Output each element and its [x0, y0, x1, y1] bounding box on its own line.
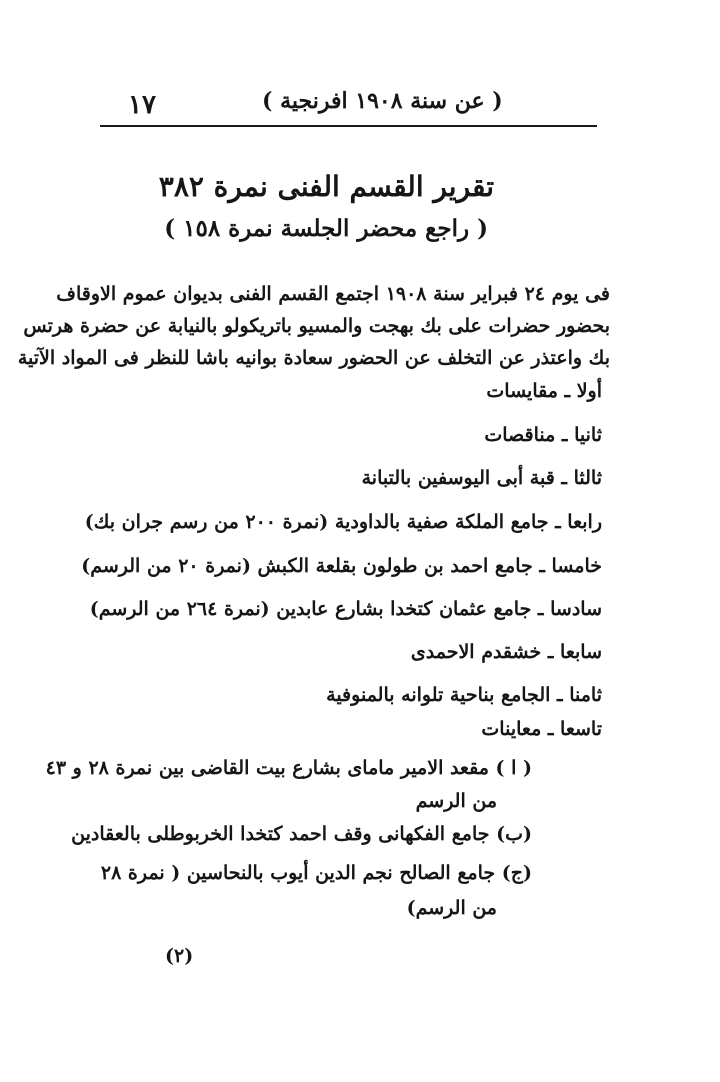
agenda-item: أولا ـ مقايسات: [486, 380, 602, 402]
agenda-item: ثالثا ـ قبة أبى اليوسفين بالتبانة: [361, 467, 602, 489]
header-page-number: ١٧: [128, 90, 156, 120]
report-title: تقرير القسم الفنى نمرة ٣٨٢: [158, 170, 494, 203]
header-rule: [100, 125, 597, 127]
intro-line: فى يوم ٢٤ فبراير سنة ١٩٠٨ اجتمع القسم الفنى بديوان عموم الاوقاف: [56, 283, 610, 305]
agenda-item: رابعا ـ جامع الملكة صفية بالداودية (نمرة ٢٠٠ من رسم جران بك): [84, 511, 602, 533]
sub-item-line: (ج) جامع الصالح نجم الدين أيوب بالنحاسين ( نمرة ٢٨: [100, 862, 532, 884]
agenda-item: سابعا ـ خشقدم الاحمدى: [410, 641, 602, 663]
report-subtitle: ( راجع محضر الجلسة نمرة ١٥٨ ): [164, 215, 488, 242]
agenda-item: ثانيا ـ مناقصات: [484, 424, 602, 446]
agenda-item: خامسا ـ جامع احمد بن طولون بقلعة الكبش (نمرة ٢٠ من الرسم): [81, 555, 602, 577]
sub-item-line: ( ا ) مقعد الامير ماماى بشارع بيت القاضى بين نمرة ٢٨ و ٤٣: [45, 757, 532, 779]
header-running-title: ( عن سنة ١٩٠٨ افرنجية ): [262, 88, 503, 114]
sub-item-line: من الرسم: [415, 790, 497, 812]
agenda-item: تاسعا ـ معاينات: [481, 718, 602, 740]
intro-line: بحضور حضرات على بك بهجت والمسيو باتريكولو بالنيابة عن حضرة هرتس: [23, 315, 610, 337]
agenda-item: سادسا ـ جامع عثمان كتخدا بشارع عابدين (نمرة ٢٦٤ من الرسم): [89, 598, 602, 620]
sub-item-line: من الرسم): [406, 897, 497, 919]
footer-mark: (٢): [165, 945, 194, 967]
agenda-item: ثامنا ـ الجامع بناحية تلوانه بالمنوفية: [326, 684, 602, 706]
intro-line: بك واعتذر عن التخلف عن الحضور سعادة بوانيه باشا للنظر فى المواد الآتية: [17, 347, 610, 369]
sub-item-line: (ب) جامع الفكهانى وقف احمد كتخدا الخربوطلى بالعقادين: [71, 823, 532, 845]
